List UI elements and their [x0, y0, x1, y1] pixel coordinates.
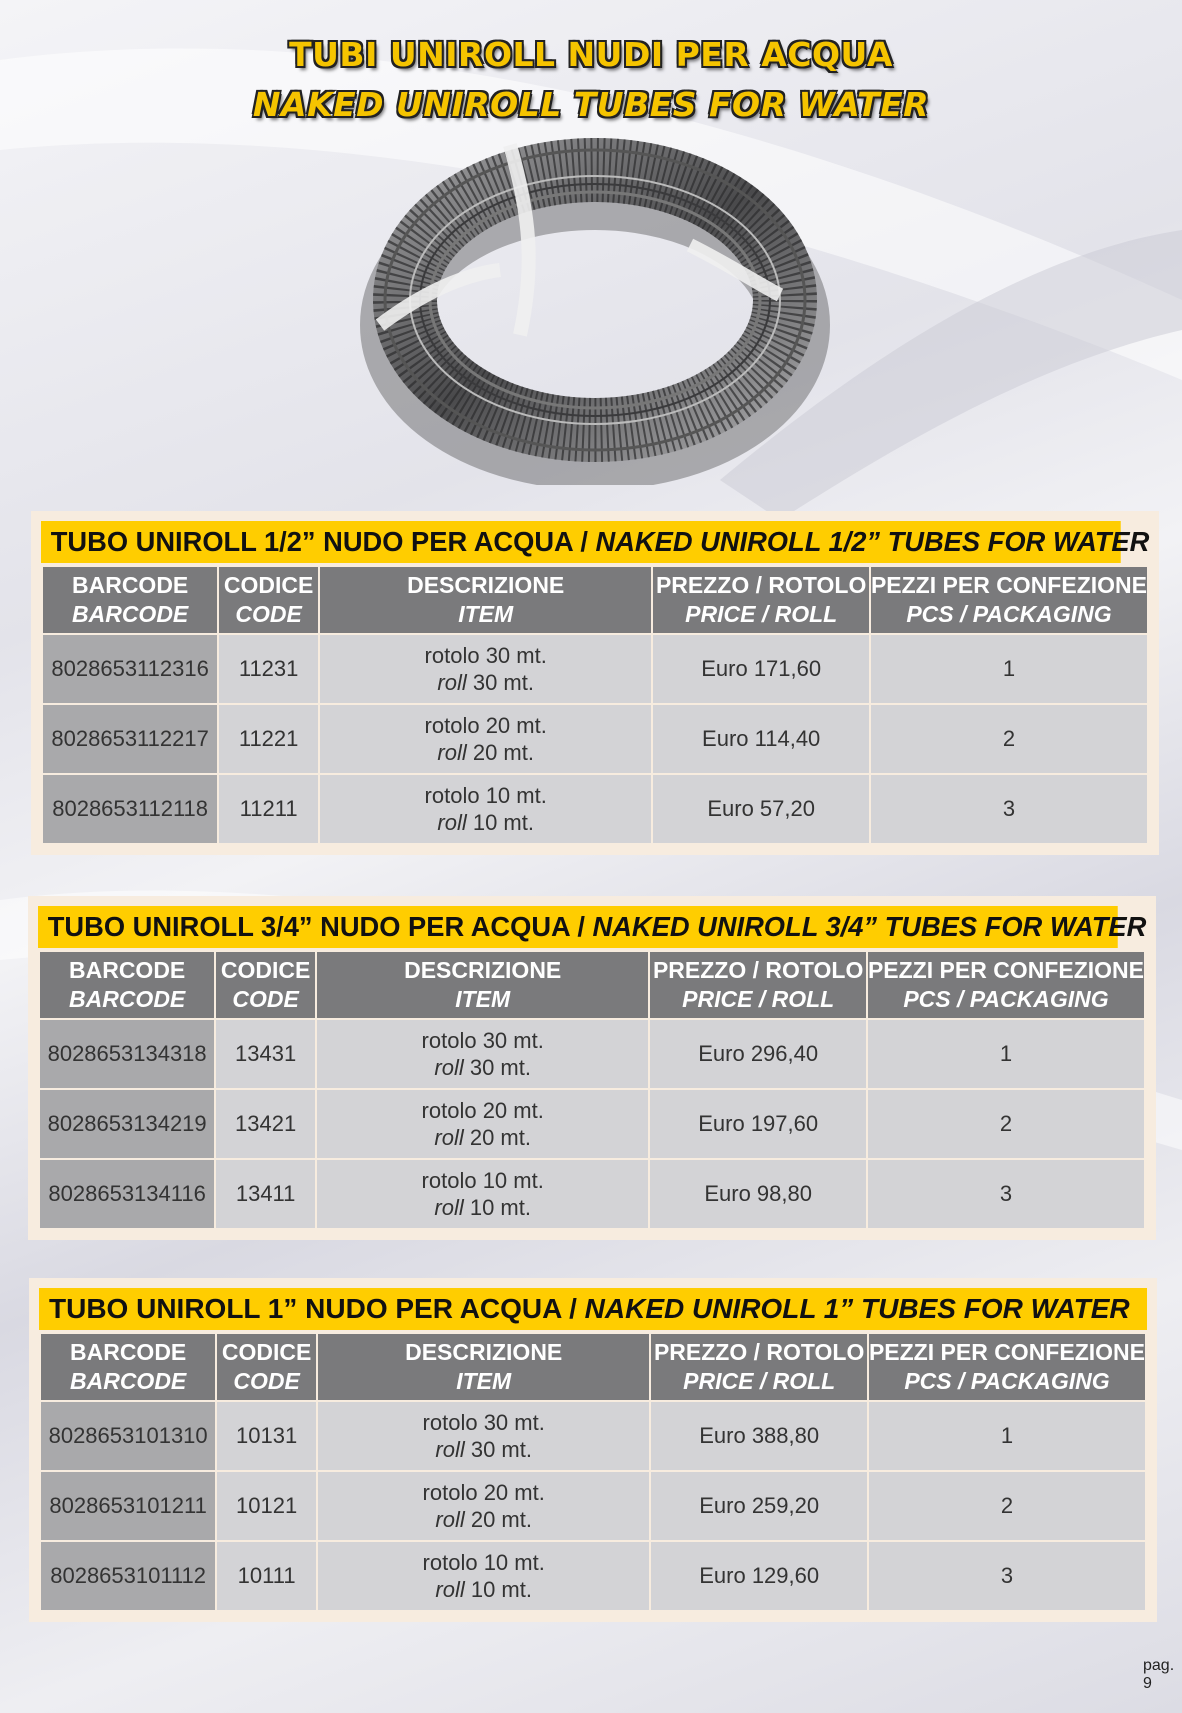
table-row — [40, 1020, 1144, 1088]
price-cell: Euro 296,40 — [650, 1020, 866, 1088]
table-header-row — [41, 1334, 1145, 1400]
page-title-english: NAKED UNIROLL TUBES FOR WATER — [252, 85, 930, 124]
tube-coil-image — [360, 125, 830, 485]
header-price: PREZZO / ROTOLO PRICE / ROLL — [653, 567, 869, 633]
header-packaging: PEZZI PER CONFEZIONE PCS / PACKAGING — [868, 952, 1144, 1018]
barcode-cell: 8028653101211 — [41, 1472, 215, 1540]
description-cell: rotolo 30 mt. roll 30 mt. — [317, 1020, 648, 1088]
price-cell: Euro 171,60 — [653, 635, 869, 703]
code-cell: 10121 — [217, 1472, 316, 1540]
pieces-cell: 2 — [869, 1472, 1145, 1540]
description-cell: rotolo 10 mt. roll 10 mt. — [318, 1542, 649, 1610]
section-title: TUBO UNIROLL 1” NUDO PER ACQUA / NAKED UNIROLL 1” TUBES FOR WATER — [39, 1288, 1147, 1330]
code-cell: 10131 — [217, 1402, 316, 1470]
barcode-cell: 8028653134116 — [40, 1160, 214, 1228]
barcode-cell: 8028653101112 — [41, 1542, 215, 1610]
page-title — [0, 30, 1182, 130]
section-half-inch — [31, 511, 1159, 855]
section-title: TUBO UNIROLL 3/4” NUDO PER ACQUA / NAKED UNIROLL 3/4” TUBES FOR WATER — [38, 906, 1118, 948]
barcode-cell: 8028653112217 — [43, 705, 217, 773]
pieces-cell: 1 — [869, 1402, 1145, 1470]
table-row — [40, 1160, 1144, 1228]
table-row — [43, 635, 1147, 703]
table-row — [41, 1402, 1145, 1470]
description-cell: rotolo 30 mt. roll 30 mt. — [318, 1402, 649, 1470]
header-packaging: PEZZI PER CONFEZIONE PCS / PACKAGING — [869, 1334, 1145, 1400]
price-cell: Euro 57,20 — [653, 775, 869, 843]
table-row — [43, 705, 1147, 773]
header-item: DESCRIZIONE ITEM — [320, 567, 651, 633]
description-cell: rotolo 20 mt. roll 20 mt. — [317, 1090, 648, 1158]
code-cell: 11211 — [219, 775, 318, 843]
page-title-italian: TUBI UNIROLL NUDI PER ACQUA — [289, 35, 893, 74]
barcode-cell: 8028653101310 — [41, 1402, 215, 1470]
price-table — [41, 565, 1149, 845]
header-packaging: PEZZI PER CONFEZIONE PCS / PACKAGING — [871, 567, 1147, 633]
pieces-cell: 3 — [868, 1160, 1144, 1228]
table-header-row — [40, 952, 1144, 1018]
pieces-cell: 2 — [871, 705, 1147, 773]
page-number: pag. 9 — [1143, 1657, 1175, 1692]
header-item: DESCRIZIONE ITEM — [318, 1334, 649, 1400]
header-code: CODICE CODE — [217, 1334, 316, 1400]
code-cell: 13421 — [216, 1090, 315, 1158]
description-cell: rotolo 10 mt. roll 10 mt. — [317, 1160, 648, 1228]
pieces-cell: 2 — [868, 1090, 1144, 1158]
section-three-quarter-inch — [28, 896, 1156, 1240]
header-code: CODICE CODE — [216, 952, 315, 1018]
table-row — [43, 775, 1147, 843]
description-cell: rotolo 20 mt. roll 20 mt. — [320, 705, 651, 773]
barcode-cell: 8028653112118 — [43, 775, 217, 843]
price-cell: Euro 259,20 — [651, 1472, 867, 1540]
barcode-cell: 8028653112316 — [43, 635, 217, 703]
header-barcode: BARCODE BARCODE — [40, 952, 214, 1018]
table-row — [41, 1542, 1145, 1610]
barcode-cell: 8028653134318 — [40, 1020, 214, 1088]
pieces-cell: 1 — [871, 635, 1147, 703]
pieces-cell: 3 — [871, 775, 1147, 843]
table-header-row — [43, 567, 1147, 633]
section-one-inch — [29, 1278, 1157, 1622]
table-row — [41, 1472, 1145, 1540]
price-cell: Euro 197,60 — [650, 1090, 866, 1158]
table-row — [40, 1090, 1144, 1158]
price-table — [38, 950, 1146, 1230]
header-barcode: BARCODE BARCODE — [43, 567, 217, 633]
barcode-cell: 8028653134219 — [40, 1090, 214, 1158]
header-item: DESCRIZIONE ITEM — [317, 952, 648, 1018]
price-cell: Euro 129,60 — [651, 1542, 867, 1610]
pieces-cell: 1 — [868, 1020, 1144, 1088]
price-cell: Euro 98,80 — [650, 1160, 866, 1228]
section-title: TUBO UNIROLL 1/2” NUDO PER ACQUA / NAKED UNIROLL 1/2” TUBES FOR WATER — [41, 521, 1121, 563]
header-code: CODICE CODE — [219, 567, 318, 633]
price-table — [39, 1332, 1147, 1612]
code-cell: 11231 — [219, 635, 318, 703]
code-cell: 11221 — [219, 705, 318, 773]
code-cell: 10111 — [217, 1542, 316, 1610]
price-cell: Euro 114,40 — [653, 705, 869, 773]
header-price: PREZZO / ROTOLO PRICE / ROLL — [650, 952, 866, 1018]
header-price: PREZZO / ROTOLO PRICE / ROLL — [651, 1334, 867, 1400]
description-cell: rotolo 20 mt. roll 20 mt. — [318, 1472, 649, 1540]
pieces-cell: 3 — [869, 1542, 1145, 1610]
code-cell: 13411 — [216, 1160, 315, 1228]
description-cell: rotolo 30 mt. roll 30 mt. — [320, 635, 651, 703]
price-cell: Euro 388,80 — [651, 1402, 867, 1470]
header-barcode: BARCODE BARCODE — [41, 1334, 215, 1400]
description-cell: rotolo 10 mt. roll 10 mt. — [320, 775, 651, 843]
code-cell: 13431 — [216, 1020, 315, 1088]
